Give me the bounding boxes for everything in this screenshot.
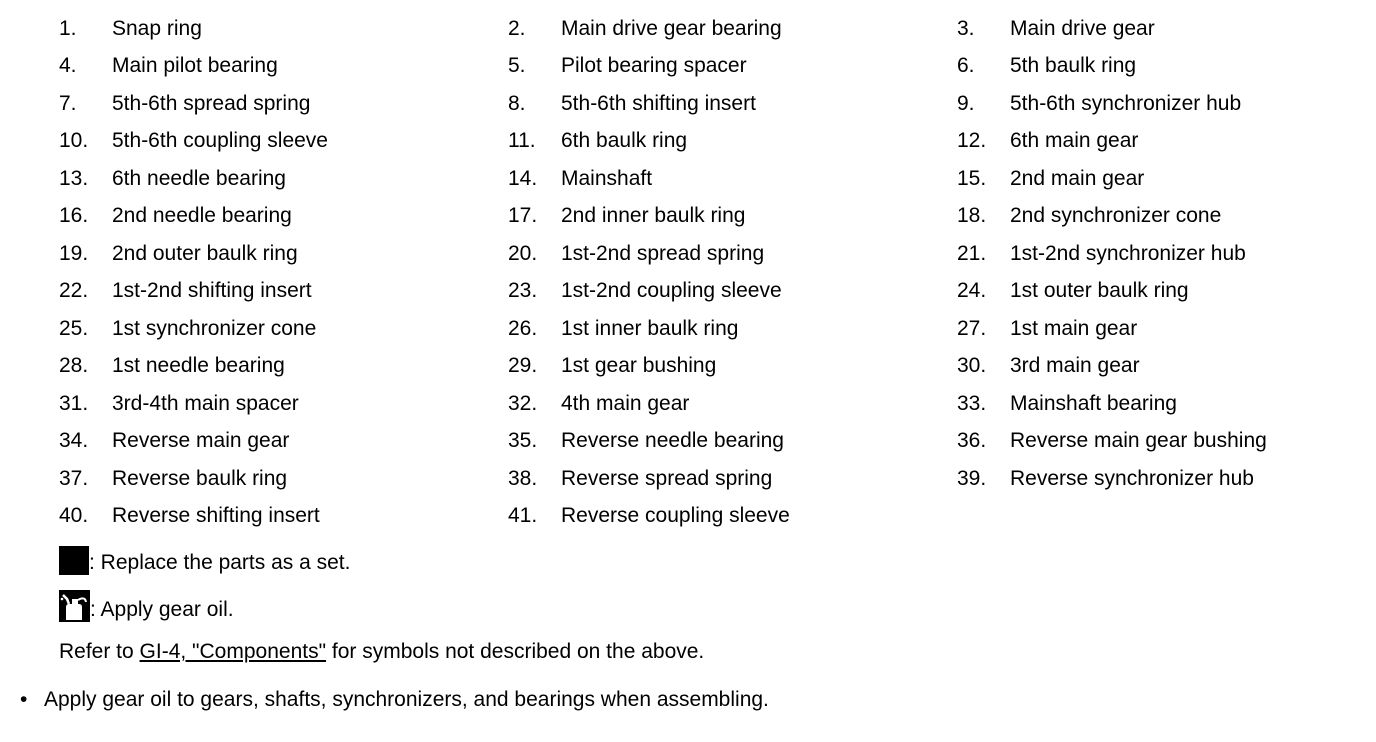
part-item xyxy=(59,348,508,386)
refer-prefix: Refer to xyxy=(59,640,140,663)
part-item xyxy=(59,235,508,273)
part-name: 2nd main gear xyxy=(1010,166,1145,190)
part-item xyxy=(59,198,508,236)
part-number: 33. xyxy=(957,391,987,415)
part-name: Reverse main gear bushing xyxy=(1010,429,1267,453)
part-number: 24. xyxy=(957,279,987,303)
part-item xyxy=(957,385,1317,423)
part-name: Reverse main gear xyxy=(112,429,290,453)
part-name: Reverse coupling sleeve xyxy=(561,504,790,528)
part-item xyxy=(508,423,957,461)
part-number: 41. xyxy=(508,504,538,528)
part-name: Reverse needle bearing xyxy=(561,429,784,453)
part-number: 27. xyxy=(957,316,987,340)
part-name: 5th-6th spread spring xyxy=(112,91,311,115)
part-number: 19. xyxy=(59,241,89,265)
part-name: 5th-6th synchronizer hub xyxy=(1010,91,1242,115)
part-number: 13. xyxy=(59,166,89,190)
part-item xyxy=(957,310,1317,348)
part-number: 23. xyxy=(508,279,538,303)
part-name: 4th main gear xyxy=(561,391,690,415)
part-number: 21. xyxy=(957,241,987,265)
part-number: 36. xyxy=(957,429,987,453)
part-number: 26. xyxy=(508,316,538,340)
part-item xyxy=(508,85,957,123)
part-name: Mainshaft xyxy=(561,166,653,190)
bullet-note xyxy=(20,688,769,712)
part-number: 9. xyxy=(957,91,975,115)
part-item xyxy=(957,85,1317,123)
part-name: 1st-2nd spread spring xyxy=(561,241,765,265)
part-item xyxy=(508,498,957,536)
part-name: 5th baulk ring xyxy=(1010,54,1137,78)
part-number: 1. xyxy=(59,16,77,40)
part-item xyxy=(508,235,957,273)
part-item xyxy=(59,273,508,311)
part-number: 2. xyxy=(508,16,526,40)
part-number: 16. xyxy=(59,204,89,228)
part-number: 3. xyxy=(957,16,975,40)
part-item xyxy=(957,160,1317,198)
part-number: 31. xyxy=(59,391,89,415)
part-number: 5. xyxy=(508,54,526,78)
part-number: 38. xyxy=(508,466,538,490)
part-number: 8. xyxy=(508,91,526,115)
refer-line xyxy=(59,640,704,664)
part-item xyxy=(59,460,508,498)
part-number: 4. xyxy=(59,54,77,78)
part-item xyxy=(59,10,508,48)
part-item xyxy=(508,160,957,198)
part-item xyxy=(508,123,957,161)
part-item xyxy=(59,85,508,123)
part-number: 12. xyxy=(957,129,987,153)
part-number: 14. xyxy=(508,166,538,190)
part-item xyxy=(508,348,957,386)
part-name: 2nd inner baulk ring xyxy=(561,204,746,228)
part-item xyxy=(59,423,508,461)
part-item xyxy=(59,310,508,348)
part-number: 40. xyxy=(59,504,89,528)
part-item xyxy=(508,48,957,86)
part-item xyxy=(59,498,508,536)
part-name: Main drive gear xyxy=(1010,16,1155,40)
part-number: 25. xyxy=(59,316,89,340)
part-name: 1st main gear xyxy=(1010,316,1138,340)
part-name: Main pilot bearing xyxy=(112,54,278,78)
part-item xyxy=(508,10,957,48)
part-number: 10. xyxy=(59,129,89,153)
part-name: 5th-6th shifting insert xyxy=(561,91,756,115)
part-item xyxy=(957,460,1317,498)
part-item xyxy=(957,273,1317,311)
part-name: Snap ring xyxy=(112,16,202,40)
part-number: 35. xyxy=(508,429,538,453)
note-set-text: : Replace the parts as a set. xyxy=(89,551,351,574)
part-name: Mainshaft bearing xyxy=(1010,391,1177,415)
part-name: 2nd needle bearing xyxy=(112,204,292,228)
components-link[interactable]: GI-4, "Components" xyxy=(139,640,327,663)
part-item xyxy=(957,10,1317,48)
part-number: 11. xyxy=(508,129,536,153)
part-item xyxy=(508,310,957,348)
part-name: Pilot bearing spacer xyxy=(561,54,747,78)
part-name: Reverse baulk ring xyxy=(112,466,288,490)
part-name: Reverse synchronizer hub xyxy=(1010,466,1254,490)
part-item xyxy=(957,123,1317,161)
part-name: 5th-6th coupling sleeve xyxy=(112,129,328,153)
part-name: 2nd outer baulk ring xyxy=(112,241,298,265)
part-name: 1st-2nd coupling sleeve xyxy=(561,279,782,303)
part-name: 2nd synchronizer cone xyxy=(1010,204,1222,228)
part-number: 20. xyxy=(508,241,538,265)
part-name: 1st-2nd shifting insert xyxy=(112,279,312,303)
part-name: 1st-2nd synchronizer hub xyxy=(1010,241,1246,265)
part-number: 17. xyxy=(508,204,538,228)
part-item xyxy=(508,198,957,236)
part-number: 6. xyxy=(957,54,975,78)
note-oil-text: : Apply gear oil. xyxy=(90,598,234,621)
part-item xyxy=(957,423,1317,461)
set-icon xyxy=(59,546,89,575)
part-item xyxy=(59,123,508,161)
part-item xyxy=(508,460,957,498)
part-item xyxy=(957,235,1317,273)
refer-suffix: for symbols not described on the above. xyxy=(326,640,705,663)
part-name: Main drive gear bearing xyxy=(561,16,782,40)
part-item xyxy=(957,48,1317,86)
part-item xyxy=(508,385,957,423)
part-name: 6th needle bearing xyxy=(112,166,286,190)
part-number: 18. xyxy=(957,204,987,228)
part-name: Reverse shifting insert xyxy=(112,504,320,528)
part-item xyxy=(957,348,1317,386)
part-name: 1st needle bearing xyxy=(112,354,285,378)
parts-list xyxy=(59,10,1317,535)
part-number: 39. xyxy=(957,466,987,490)
note-apply-oil xyxy=(59,590,234,622)
part-name: 1st inner baulk ring xyxy=(561,316,739,340)
part-number: 34. xyxy=(59,429,89,453)
part-number: 22. xyxy=(59,279,89,303)
part-item xyxy=(508,273,957,311)
part-number: 28. xyxy=(59,354,89,378)
part-item xyxy=(59,385,508,423)
part-number: 15. xyxy=(957,166,987,190)
part-name: 6th baulk ring xyxy=(561,129,688,153)
note-replace-set xyxy=(59,546,350,575)
part-name: 1st synchronizer cone xyxy=(112,316,317,340)
part-name: 6th main gear xyxy=(1010,129,1139,153)
part-number: 7. xyxy=(59,91,77,115)
bullet-text: Apply gear oil to gears, shafts, synchronizers, and bearings when assembling. xyxy=(44,688,769,711)
part-number: 37. xyxy=(59,466,89,490)
part-name: 1st outer baulk ring xyxy=(1010,279,1189,303)
part-number: 29. xyxy=(508,354,538,378)
part-item xyxy=(59,48,508,86)
oil-can-icon xyxy=(59,590,90,622)
part-item xyxy=(59,160,508,198)
part-name: Reverse spread spring xyxy=(561,466,773,490)
part-name: 3rd main gear xyxy=(1010,354,1140,378)
part-name: 1st gear bushing xyxy=(561,354,717,378)
part-number: 30. xyxy=(957,354,987,378)
part-number: 32. xyxy=(508,391,538,415)
part-item xyxy=(957,198,1317,236)
bullet-symbol: • xyxy=(20,688,28,711)
part-name: 3rd-4th main spacer xyxy=(112,391,299,415)
